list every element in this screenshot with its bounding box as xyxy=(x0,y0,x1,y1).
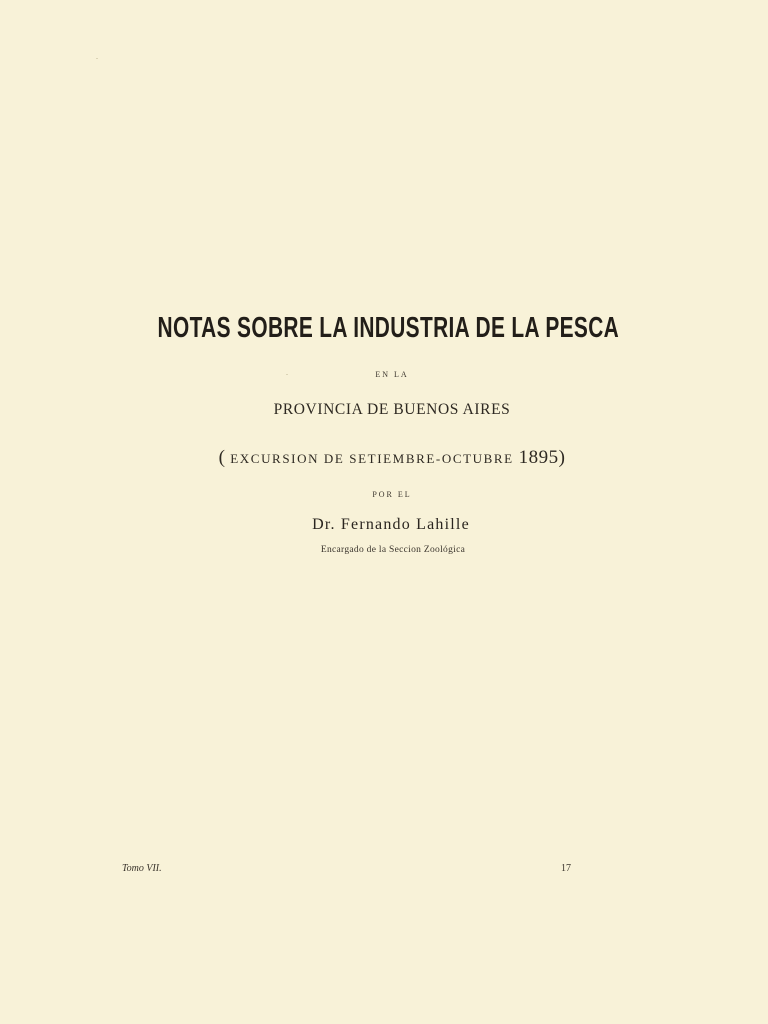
close-parenthesis: ) xyxy=(558,447,566,468)
author-role: Encargado de la Seccion Zoológica xyxy=(320,545,466,555)
connector-por-el: POR EL xyxy=(372,490,412,499)
paper-speck xyxy=(96,58,98,59)
excursion-text: EXCURSION DE SETIEMBRE-OCTUBRE xyxy=(230,451,514,466)
author-name: Dr. Fernando Lahille xyxy=(312,516,470,533)
province-line: PROVINCIA DE BUENOS AIRES xyxy=(273,401,511,418)
footer-volume: Tomo VII. xyxy=(122,863,162,874)
connector-en-la: EN LA xyxy=(375,370,409,379)
excursion-year: 1895 xyxy=(518,447,559,468)
footer-page-number: 17 xyxy=(561,863,571,874)
excursion-line xyxy=(0,447,768,469)
document-title: NOTAS SOBRE LA INDUSTRIA DE LA PESCA xyxy=(157,312,620,344)
open-parenthesis: ( xyxy=(218,447,226,468)
